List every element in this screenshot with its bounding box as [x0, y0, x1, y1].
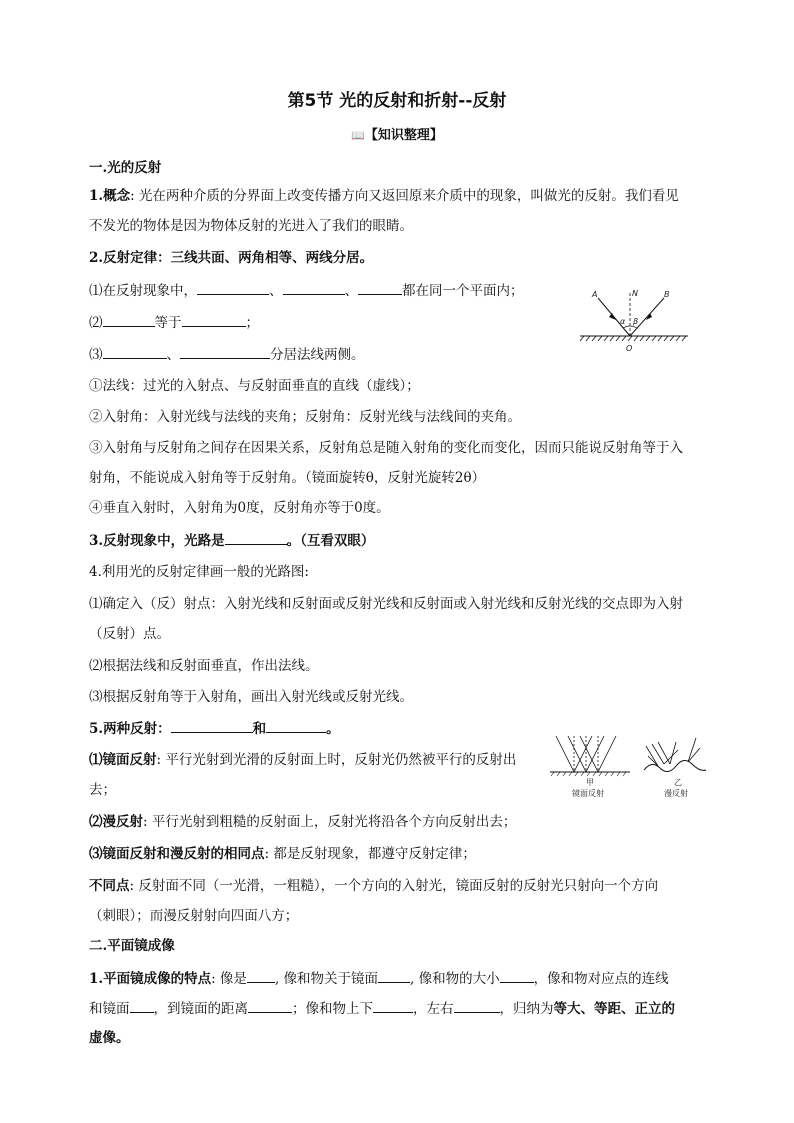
label-O: O — [626, 344, 633, 353]
caption-diffuse: 漫反射 — [664, 789, 688, 798]
two-end: 。 — [326, 721, 340, 737]
note-causal: ③入射角与反射角之间存在因果关系，反射角总是随入射角的变化而变化，因而只能说反射角等于入 — [89, 440, 683, 456]
sep: 、 — [269, 283, 283, 299]
law3-num: ⑶ — [89, 347, 103, 363]
plane2-a: 和镜面 — [89, 1001, 130, 1017]
path-line — [89, 530, 374, 551]
law2-end: ； — [245, 315, 259, 331]
law-label: 2.反射定律 — [89, 250, 158, 266]
diffuse-label: ⑵漫反射 — [89, 814, 143, 830]
plane-line-1 — [89, 968, 669, 989]
blank[interactable] — [182, 312, 246, 327]
law3-text: 分居法线两侧。 — [270, 347, 365, 363]
plane-line-2 — [89, 998, 675, 1019]
reflection-law-diagram — [576, 284, 694, 358]
concept-label: 1.概念 — [89, 188, 131, 204]
two-text: 5.两种反射： — [89, 721, 171, 737]
blank[interactable] — [171, 718, 253, 733]
plane-a: : 像是 — [211, 971, 247, 987]
blank[interactable] — [130, 998, 154, 1013]
blank[interactable] — [378, 968, 410, 983]
draw-step-2: ⑵根据法线和反射面垂直，作出法线。 — [89, 658, 319, 674]
book-icon: 📖 — [351, 129, 365, 142]
mirror-line — [89, 750, 516, 770]
law-text: ：三线共面、两角相等、两线分居。 — [157, 250, 374, 266]
section-subtitle — [0, 124, 794, 143]
label-yi: 乙 — [674, 778, 682, 787]
note-causal-2: 射角，不能说成入射角等于反射角。（镜面旋转θ，反射光旋转2θ） — [89, 470, 486, 486]
sep: 、 — [166, 347, 180, 363]
path-end: 。（互看双眼） — [286, 533, 375, 549]
law-item-1 — [89, 280, 524, 301]
blank[interactable] — [180, 344, 270, 359]
plane-b: , 像和物关于镜面 — [274, 971, 379, 987]
page-title: 第5节 光的反射和折射--反射 — [287, 91, 507, 111]
law1-text-a: ⑴在反射现象中， — [89, 283, 197, 299]
note-perpendicular: ④垂直入射时，入射角为0度，反射角亦等于0度。 — [89, 500, 390, 516]
caption-specular: 镜面反射 — [572, 789, 604, 798]
diffuse-text: : 平行光射到粗糙的反射面上，反射光将沿各个方向反射出去； — [143, 814, 517, 830]
draw-step-1b: （反射）点。 — [89, 626, 170, 642]
diff-line — [89, 876, 658, 896]
note-normal: ①法线：过光的入射点、与反射面垂直的直线（虚线）； — [89, 378, 420, 394]
law-item-3 — [89, 344, 365, 365]
law1-text-b: 都在同一个平面内； — [402, 283, 524, 299]
label-N: N — [632, 289, 638, 298]
note-angles: ②入射角：入射光线与法线的夹角；反射角：反射光线与法线间的夹角。 — [89, 409, 521, 425]
plane2-f: 等大、等距、正立的 — [553, 1001, 675, 1017]
plane-label: 1.平面镜成像的特点 — [89, 971, 212, 987]
diff-text: : 反射面不同（一光滑，一粗糙），一个方向的入射光，镜面反射的反射光只射向一个方向 — [129, 878, 659, 894]
blank[interactable] — [103, 312, 155, 327]
label-beta: β — [633, 317, 639, 326]
heading-plane-mirror: 二.平面镜成像 — [89, 938, 175, 954]
concept-line — [89, 186, 679, 206]
same-line — [89, 844, 476, 864]
blank[interactable] — [358, 280, 402, 295]
subtitle-text: 【知识整理】 — [364, 128, 443, 143]
draw-heading: 4.利用光的反射定律画一般的光路图: — [89, 564, 309, 580]
sep: 、 — [344, 283, 358, 299]
blank[interactable] — [283, 280, 345, 295]
reflection-types-diagram — [546, 730, 714, 800]
diffuse-line — [89, 812, 516, 832]
law-item-2 — [89, 312, 259, 333]
draw-step-1: ⑴确定入（反）射点：入射光线和反射面或反射光线和反射面或入射光线和反射光线的交点即为入射 — [89, 596, 683, 612]
label-B: B — [664, 290, 670, 299]
same-label: ⑶镜面反射和漫反射的相同点 — [89, 846, 265, 862]
mirror-line-2: 去； — [89, 782, 116, 798]
blank[interactable] — [225, 530, 287, 545]
plane-c: , 像和物的大小 — [410, 971, 500, 987]
diff-line-2: （刺眼）；而漫反射射向四面八方； — [89, 908, 299, 924]
plane-line-3: 虚像。 — [89, 1030, 130, 1046]
diff-label: 不同点 — [89, 878, 130, 894]
law-line — [89, 248, 373, 268]
blank[interactable] — [373, 998, 413, 1013]
heading-reflection: 一.光的反射 — [89, 160, 162, 176]
law2-num: ⑵ — [89, 315, 103, 331]
plane-d: ，像和物对应点的连线 — [533, 971, 669, 987]
blank[interactable] — [247, 968, 275, 983]
blank[interactable] — [103, 344, 167, 359]
blank[interactable] — [248, 998, 292, 1013]
label-A: A — [592, 290, 598, 299]
same-text: : 都是反射现象，都遵守反射定律； — [264, 846, 476, 862]
concept-text: : 光在两种介质的分界面上改变传播方向又返回原来介质中的现象，叫做光的反射。我们看见 — [130, 188, 679, 204]
two-and: 和 — [252, 721, 267, 737]
two-reflections-line — [89, 718, 340, 739]
draw-step-3: ⑶根据反射角等于入射角，画出入射光线或反射光线。 — [89, 689, 413, 705]
mirror-text: : 平行光射到光滑的反射面上时，反射光仍然被平行的反射出 — [156, 752, 517, 768]
blank[interactable] — [266, 718, 326, 733]
plane2-b: ，到镜面的距离 — [153, 1001, 248, 1017]
concept-line-2: 不发光的物体是因为物体反射的光进入了我们的眼睛。 — [89, 218, 413, 234]
plane2-d: ，左右 — [413, 1001, 454, 1017]
blank[interactable] — [197, 280, 269, 295]
label-jia: 甲 — [586, 778, 594, 787]
path-text: 3.反射现象中，光路是 — [89, 533, 225, 549]
plane2-e: ，归纳为 — [499, 1001, 554, 1017]
blank[interactable] — [500, 968, 534, 983]
law2-text: 等于 — [154, 315, 182, 331]
mirror-label: ⑴镜面反射 — [89, 752, 157, 768]
blank[interactable] — [454, 998, 500, 1013]
label-alpha: α — [620, 317, 626, 326]
plane2-c: ；像和物上下 — [292, 1001, 373, 1017]
